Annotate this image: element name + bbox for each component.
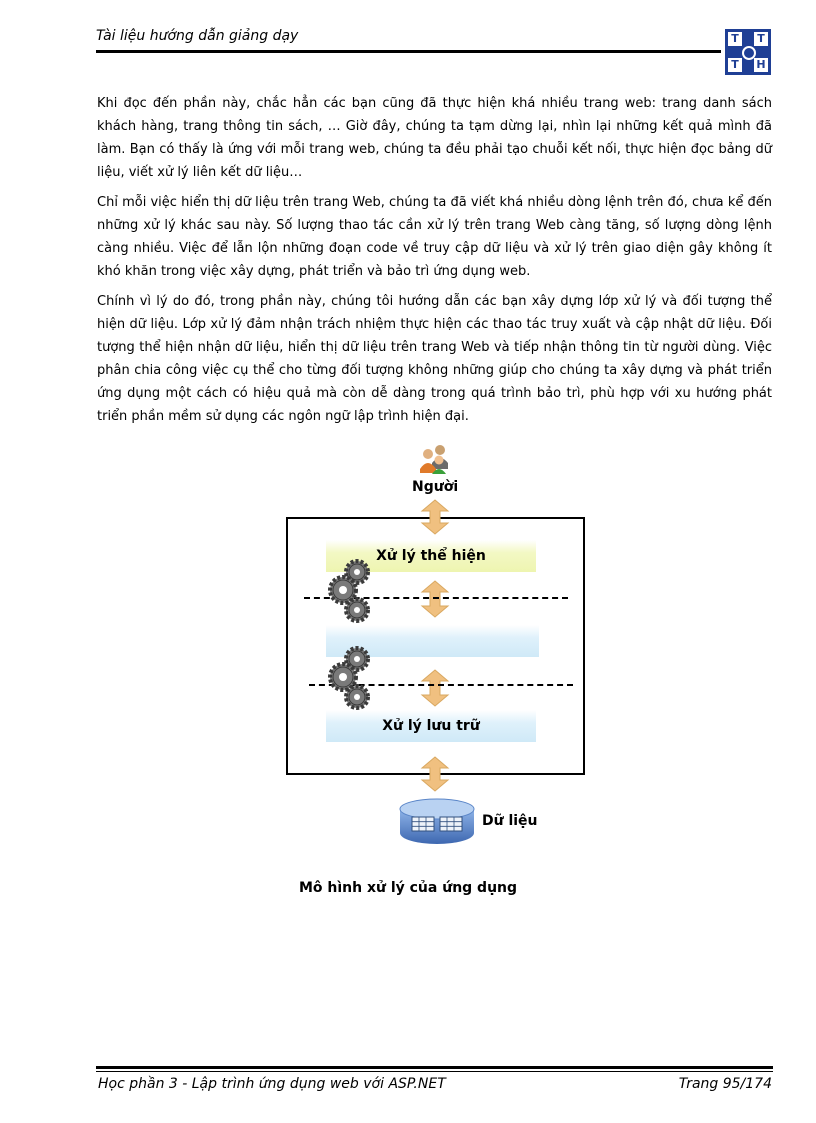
footer-course: Học phần 3 - Lập trình ứng dụng web với ASP.NET [98, 1076, 446, 1092]
paragraph: Khi đọc đến phần này, chắc hẳn các bạn cũng đã thực hiện khá nhiều trang web: trang danh sách khách hàng, trang thông tin sách, … Giờ đây, chúng ta tạm dừng lại, nhìn lại những kết quả mình đã làm. Bạn có thấy là ứng với mỗi trang web, chúng ta đều phải tạo chuỗi kết nối, thực hiện đọc bảng dữ liệu, viết xử lý liên kết dữ liệu… [97, 96, 772, 180]
double-arrow-icon [420, 499, 450, 535]
gears-icon [325, 558, 377, 628]
users-icon [418, 443, 452, 475]
figure-caption: Mô hình xử lý của ứng dụng [298, 880, 518, 896]
gears-icon [325, 645, 377, 715]
data-label: Dữ liệu [482, 813, 538, 829]
paragraph: Chỉ mỗi việc hiển thị dữ liệu trên trang Web, chúng ta đã viết khá nhiều dòng lệnh trên đó, chưa kể đến những xử lý khác sau này. Số lượng thao tác cần xử lý trên trang Web càng tăng, số lượng dòng lệnh càng nhiều. Việc để lẫn lộn những đoạn code về truy cập dữ liệu và xử lý trên giao diện gây không ít khó khăn trong việc xây dựng, phát triển và bảo trì ứng dụng web. [97, 195, 772, 279]
header-title: Tài liệu hướng dẫn giảng dạy [96, 28, 299, 44]
double-arrow-icon [420, 756, 450, 792]
logo-letter: H [754, 58, 768, 72]
presentation-label: Xử lý thể hiện [376, 548, 486, 564]
footer-divider [96, 1066, 773, 1069]
paragraph: Chính vì lý do đó, trong phần này, chúng tôi hướng dẫn các bạn xây dựng lớp xử lý và đối tượng thể hiện dữ liệu. Lớp xử lý đảm nhận trách nhiệm thực hiện các thao tác truy xuất và cập nhật dữ liệu. Đối tượng thể hiện nhận dữ liệu, hiển thị dữ liệu trên trang Web và tiếp nhận thông tin từ người dùng. Việc phân chia công việc cụ thể cho từng đối tượng không những giúp cho chúng ta xây dựng và phát triển ứng dụng một cách có hiệu quả mà còn dễ dàng trong quá trình bảo trì, phù hợp với xu hướng phát triển phần mềm sử dụng các ngôn ngữ lập trình hiện đại. [97, 294, 772, 424]
logo-letter: T [728, 32, 742, 46]
user-label: Người [412, 479, 459, 495]
logo-letter: T [754, 32, 768, 46]
double-arrow-icon [420, 580, 450, 618]
database-icon [398, 797, 476, 847]
storage-label: Xử lý lưu trữ [382, 718, 480, 734]
page-number: Trang 95/174 [678, 1076, 772, 1092]
logo-letter: T [728, 58, 742, 72]
double-arrow-icon [420, 669, 450, 707]
footer-divider-thin [96, 1071, 773, 1072]
